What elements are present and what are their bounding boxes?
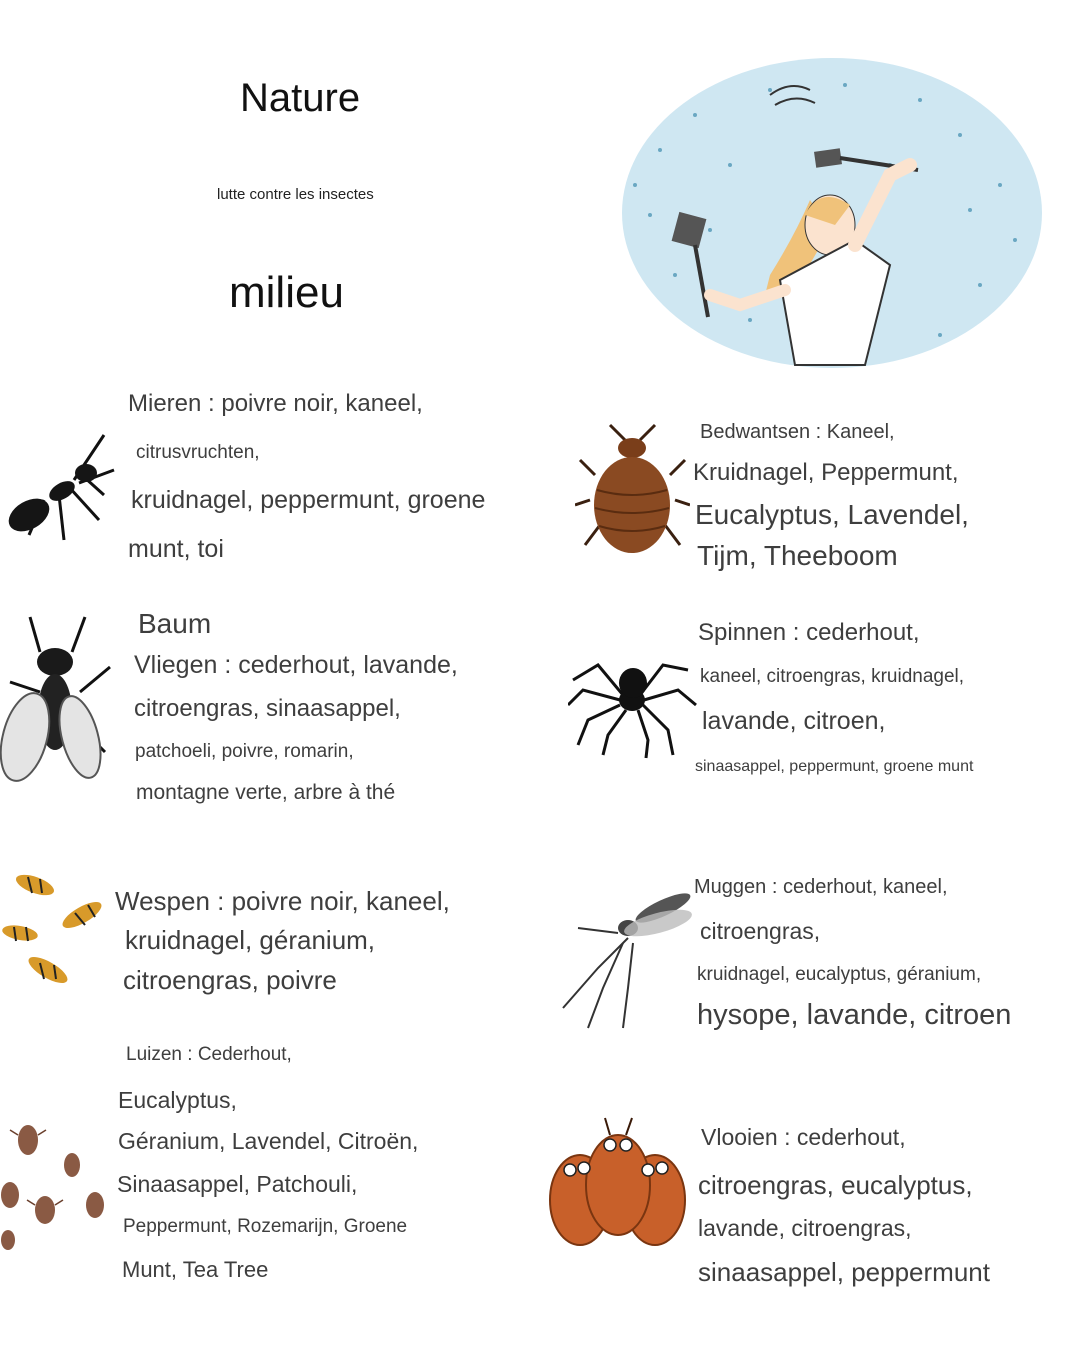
spiders-line-2: kaneel, citroengras, kruidnagel, [700,666,965,687]
mosquitoes-line-3: kruidnagel, eucalyptus, géranium, [697,964,982,985]
fleas-line-2: citroengras, eucalyptus, [698,1170,973,1200]
lice-line-4: Sinaasappel, Patchouli, [117,1171,358,1197]
ant-icon [4,425,124,550]
fleas-line-3: lavande, citroengras, [698,1215,912,1241]
flies-line-1: Baum [138,608,212,639]
wasps-icon [0,855,115,1000]
lice-line-3: Géranium, Lavendel, Citroën, [118,1128,419,1154]
mosquitoes-line-1: Muggen : cederhout, kaneel, [694,876,948,898]
bedbugs-line-4: Tijm, Theeboom [697,540,898,571]
fly-icon [0,612,125,787]
spider-icon [568,650,698,760]
lice-line-1: Luizen : Cederhout, [126,1044,292,1065]
page-title: Nature [240,76,361,120]
flies-line-5: montagne verte, arbre à thé [136,781,396,804]
fleas-line-1: Vlooien : cederhout, [701,1124,906,1150]
page-subtitle: lutte contre les insectes [217,186,374,203]
spiders-line-3: lavande, citroen, [702,707,886,735]
spiders-line-1: Spinnen : cederhout, [698,619,920,646]
section-heading: milieu [229,268,344,317]
flies-line-3: citroengras, sinaasappel, [134,695,401,722]
wasps-line-2: kruidnagel, géranium, [125,925,376,955]
woman-swatter-illustration [620,55,1045,375]
bedbug-icon [575,420,690,560]
fleas-icon [540,1110,695,1260]
ants-line-3: kruidnagel, peppermunt, groene [131,486,486,514]
lice-line-5: Peppermunt, Rozemarijn, Groene [123,1216,408,1237]
bedbugs-line-3: Eucalyptus, Lavendel, [695,499,969,530]
spiders-line-4: sinaasappel, peppermunt, groene munt [695,758,974,775]
flies-line-4: patchoeli, poivre, romarin, [135,741,354,762]
bedbugs-line-2: Kruidnagel, Peppermunt, [693,459,959,486]
bedbugs-line-1: Bedwantsen : Kaneel, [700,421,895,443]
lice-icon [0,1110,115,1255]
lice-line-6: Munt, Tea Tree [122,1257,269,1282]
ants-line-2: citrusvruchten, [136,442,260,463]
ants-line-4: munt, toi [128,535,224,563]
fleas-line-4: sinaasappel, peppermunt [698,1257,990,1287]
flies-line-2: Vliegen : cederhout, lavande, [134,651,458,679]
wasps-line-3: citroengras, poivre [123,965,337,995]
ants-line-1: Mieren : poivre noir, kaneel, [128,390,423,417]
lice-line-2: Eucalyptus, [118,1087,237,1113]
mosquito-icon [558,868,698,1033]
wasps-line-1: Wespen : poivre noir, kaneel, [115,886,450,916]
mosquitoes-line-4: hysope, lavande, citroen [697,999,1012,1031]
mosquitoes-line-2: citroengras, [700,918,821,944]
